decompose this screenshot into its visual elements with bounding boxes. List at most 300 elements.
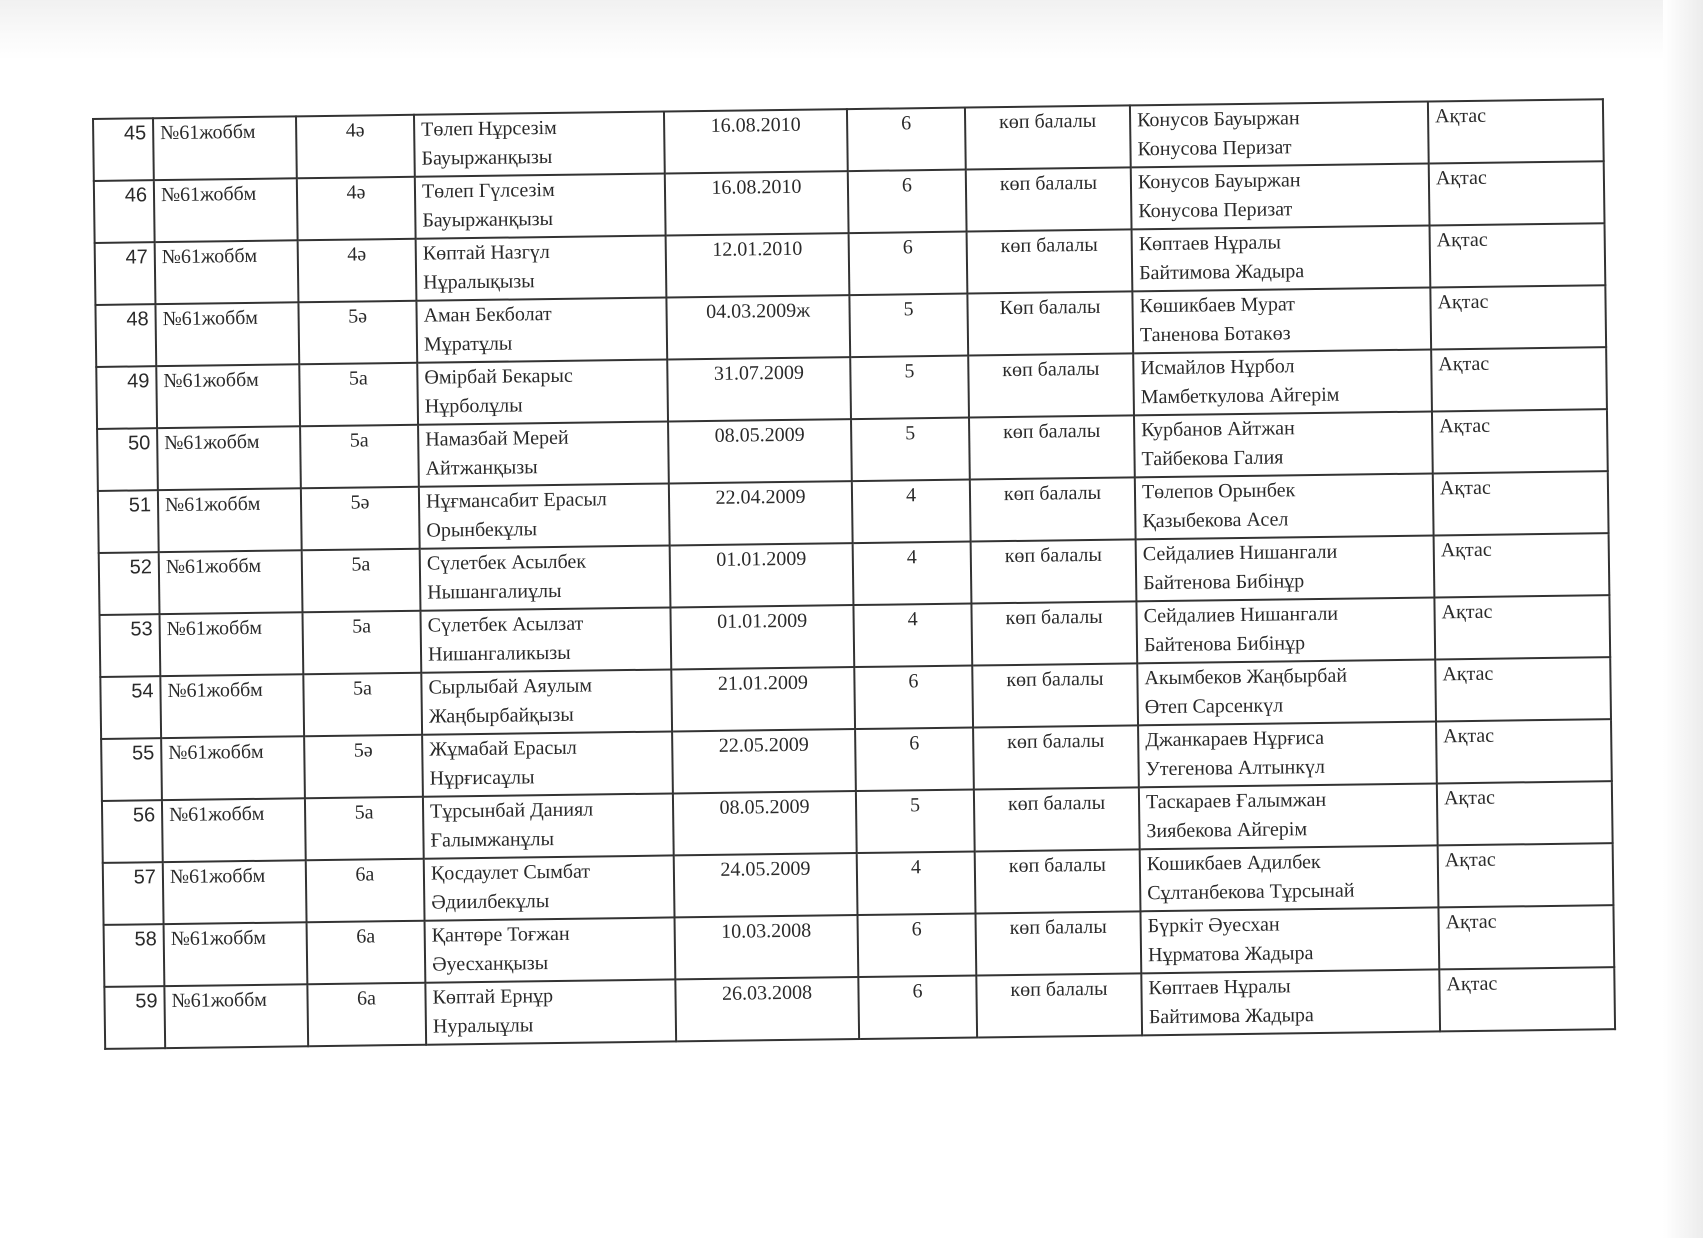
row-number-no-text: 58: [134, 928, 157, 951]
parents-parent2-text: Нұрматова Жадыра: [1147, 942, 1314, 967]
student-name-name1-text: Төлеп Нұрсезім: [421, 116, 557, 141]
row-number-cell: [104, 986, 165, 1049]
children-count-cell: [851, 418, 970, 482]
student-name-name1-text: Намазбай Мерей: [425, 426, 569, 451]
class-class-text: 4ә: [347, 243, 367, 266]
parents-parent2-text: Таненова Ботакөз: [1139, 322, 1291, 347]
family-status-status-text: көп балалы: [1006, 667, 1104, 692]
children-count-cell: [849, 294, 968, 358]
family-status-status-text: көп балалы: [1008, 853, 1107, 878]
parents-parent1-text: Көшикбаев Мурат: [1139, 293, 1296, 318]
birth-date-cell: [672, 729, 856, 793]
parents-cell: [1138, 721, 1437, 787]
birth-date-dob-text: 04.03.2009ж: [706, 299, 811, 323]
row-number-no-text: 47: [125, 246, 148, 269]
class-class-text: 6а: [356, 987, 377, 1010]
student-name-name2-text: Нуралыұлы: [432, 1014, 534, 1038]
student-name-cell: [416, 236, 667, 301]
family-status-status-text: көп балалы: [1005, 605, 1103, 630]
parents-cell: [1139, 783, 1438, 849]
class-cell: [298, 301, 417, 365]
school-school-text: №61жоббм: [166, 616, 263, 641]
school-school-text: №61жоббм: [160, 120, 256, 145]
class-class-text: 5а: [352, 677, 373, 700]
children-count-cell: [858, 975, 977, 1039]
student-name-name2-text: Ғалымжанұлы: [430, 828, 555, 852]
birth-date-dob-text: 08.05.2009: [714, 423, 805, 447]
birth-date-dob-text: 21.01.2009: [717, 671, 809, 695]
class-cell: [299, 363, 418, 427]
student-name-cell: [419, 483, 670, 548]
row-number-cell: [103, 862, 164, 925]
children-count-cell: [855, 728, 974, 792]
row-number-no-text: 54: [131, 680, 154, 703]
location-cell: [1432, 409, 1608, 473]
row-number-cell: [98, 490, 159, 553]
location-cell: [1439, 967, 1615, 1031]
children-count-cell: [857, 852, 976, 916]
family-status-status-text: көп балалы: [999, 171, 1098, 196]
location-cell: [1433, 471, 1609, 535]
parents-cell: [1136, 597, 1435, 663]
birth-date-dob-text: 31.07.2009: [713, 361, 805, 385]
student-name-cell: [416, 297, 667, 362]
family-status-status-text: көп балалы: [1002, 419, 1101, 444]
row-number-no-text: 45: [123, 122, 147, 145]
children-count-kids-text: 6: [911, 918, 922, 941]
parents-parent1-text: Таскараев Ғалымжан: [1145, 788, 1327, 814]
parents-parent2-text: Қазыбекова Асел: [1142, 508, 1289, 533]
class-cell: [301, 487, 420, 551]
children-count-kids-text: 4: [907, 608, 918, 631]
school-cell: [164, 984, 308, 1048]
children-count-kids-text: 4: [910, 856, 922, 879]
children-count-kids-text: 6: [901, 174, 913, 197]
student-roster-table: [92, 98, 1616, 1050]
school-school-text: №61жоббм: [167, 678, 263, 703]
student-name-cell: [414, 112, 665, 177]
family-status-status-text: көп балалы: [1000, 233, 1098, 258]
school-cell: [155, 302, 299, 366]
location-cell: [1438, 843, 1614, 907]
family-status-status-text: көп балалы: [1004, 543, 1102, 568]
student-name-name1-text: Аман Бекболат: [423, 303, 552, 327]
family-status-status-text: көп балалы: [1007, 729, 1105, 754]
birth-date-cell: [670, 605, 854, 669]
student-name-name2-text: Әуесханқызы: [431, 952, 549, 976]
roster-body: [93, 99, 1615, 1049]
parents-parent2-text: Өтеп Сарсенкүл: [1144, 694, 1284, 719]
school-cell: [161, 736, 305, 800]
location-cell: [1438, 905, 1614, 969]
birth-date-cell: [667, 357, 851, 421]
row-number-no-text: 53: [130, 618, 153, 641]
school-school-text: №61жоббм: [171, 988, 267, 1013]
school-cell: [154, 178, 298, 242]
birth-date-dob-text: 12.01.2010: [712, 237, 803, 261]
student-name-name1-text: Қантөре Тоғжан: [431, 922, 570, 947]
family-status-status-text: Көп балалы: [999, 295, 1101, 320]
parents-parent1-text: Көптаев Нұралы: [1148, 975, 1291, 1000]
parents-parent2-text: Утегенова Алтынкүл: [1145, 755, 1326, 781]
parents-parent1-text: Акымбеков Жаңбырбай: [1144, 664, 1348, 690]
class-class-text: 6а: [356, 925, 376, 948]
birth-date-dob-text: 22.04.2009: [715, 485, 806, 509]
school-cell: [158, 488, 302, 552]
class-class-text: 4ә: [346, 181, 366, 204]
family-status-cell: [976, 973, 1142, 1037]
parents-cell: [1140, 845, 1439, 911]
row-number-cell: [95, 242, 156, 305]
class-class-text: 4ә: [345, 119, 365, 142]
student-name-name2-text: Нышангалиұлы: [427, 579, 562, 604]
school-school-text: №61жоббм: [170, 926, 267, 951]
student-name-name2-text: Нұрғисаұлы: [429, 766, 535, 790]
children-count-kids-text: 6: [909, 732, 920, 755]
row-number-no-text: 48: [126, 308, 149, 331]
school-school-text: №61жоббм: [168, 802, 265, 827]
birth-date-cell: [671, 667, 855, 731]
children-count-cell: [853, 604, 972, 668]
birth-date-cell: [673, 791, 857, 855]
student-name-cell: [422, 731, 673, 796]
parents-parent1-text: Бүркіт Әуесхан: [1147, 913, 1280, 938]
school-school-text: №61жоббм: [161, 244, 258, 269]
parents-parent2-text: Тайбекова Галия: [1141, 446, 1284, 471]
children-count-kids-text: 5: [904, 360, 915, 383]
class-class-text: 5а: [349, 429, 369, 452]
family-status-status-text: көп балалы: [1002, 357, 1100, 382]
class-class-text: 5а: [352, 615, 372, 638]
children-count-cell: [847, 108, 966, 172]
children-count-kids-text: 5: [905, 422, 916, 445]
parents-cell: [1135, 473, 1434, 539]
student-name-name2-text: Жаңбырбайқызы: [428, 703, 574, 728]
class-cell: [302, 549, 421, 613]
row-number-cell: [101, 738, 162, 801]
school-cell: [157, 426, 301, 490]
student-name-name1-text: Төлеп Гүлсезім: [421, 178, 555, 203]
family-status-status-text: көп балалы: [1007, 791, 1106, 816]
location-place-text: Ақтас: [1444, 848, 1496, 872]
family-status-cell: [969, 415, 1135, 479]
student-name-name1-text: Сүлетбек Асылзат: [427, 612, 584, 637]
family-status-cell: [973, 725, 1139, 789]
location-cell: [1430, 223, 1606, 287]
location-place-text: Ақтас: [1434, 104, 1487, 128]
student-name-name1-text: Тұрсынбай Даниял: [429, 798, 594, 823]
birth-date-cell: [670, 543, 854, 607]
parents-parent1-text: Төлепов Орынбек: [1141, 479, 1296, 504]
children-count-cell: [850, 356, 969, 420]
parents-cell: [1132, 226, 1431, 292]
student-name-name2-text: Нұрболұлы: [424, 394, 523, 418]
birth-date-cell: [669, 481, 853, 545]
school-cell: [155, 240, 299, 304]
parents-parent2-text: Байтенова Бибінұр: [1143, 570, 1305, 595]
class-cell: [303, 673, 422, 737]
student-name-cell: [423, 793, 674, 858]
family-status-cell: [967, 291, 1133, 355]
birth-date-dob-text: 16.08.2010: [710, 113, 801, 137]
children-count-cell: [853, 542, 972, 606]
school-cell: [160, 674, 304, 738]
class-class-text: 5ә: [353, 739, 373, 762]
children-count-kids-text: 6: [902, 236, 913, 259]
student-name-name2-text: Әдиилбекұлы: [431, 890, 550, 914]
family-status-cell: [975, 849, 1141, 913]
family-status-cell: [975, 911, 1141, 975]
school-school-text: №61жоббм: [160, 182, 257, 207]
family-status-cell: [968, 353, 1134, 417]
birth-date-cell: [664, 109, 848, 173]
family-status-status-text: көп балалы: [1009, 915, 1107, 940]
row-number-no-text: 50: [127, 432, 151, 455]
school-cell: [159, 550, 303, 614]
row-number-cell: [102, 800, 163, 863]
student-name-cell: [425, 917, 676, 982]
parents-parent1-text: Конусов Бауыржан: [1137, 169, 1301, 194]
school-cell: [160, 612, 304, 676]
children-count-cell: [857, 914, 976, 978]
family-status-cell: [972, 663, 1138, 727]
location-place-text: Ақтас: [1440, 538, 1492, 562]
student-name-name1-text: Нұғмансабит Ерасыл: [425, 488, 607, 513]
location-place-text: Ақтас: [1439, 414, 1491, 438]
location-cell: [1437, 781, 1613, 845]
parents-cell: [1130, 102, 1429, 168]
row-number-cell: [97, 428, 158, 491]
parents-cell: [1141, 969, 1440, 1035]
row-number-no-text: 51: [128, 494, 152, 517]
class-cell: [305, 797, 424, 861]
class-cell: [304, 735, 423, 799]
children-count-kids-text: 4: [905, 484, 917, 507]
student-name-cell: [424, 855, 675, 920]
parents-parent1-text: Конусов Бауыржан: [1136, 107, 1300, 132]
class-cell: [307, 983, 426, 1047]
parents-cell: [1134, 411, 1433, 477]
class-cell: [298, 239, 417, 303]
birth-date-dob-text: 10.03.2008: [721, 919, 812, 943]
row-number-no-text: 52: [129, 556, 153, 579]
row-number-cell: [94, 180, 155, 243]
school-school-text: №61жоббм: [164, 430, 260, 455]
student-name-name1-text: Қосдаулет Сымбат: [430, 860, 591, 885]
birth-date-cell: [665, 171, 849, 235]
row-number-cell: [104, 924, 165, 987]
parents-parent2-text: Конусова Перизат: [1137, 136, 1292, 161]
class-class-text: 5ә: [348, 305, 368, 328]
student-name-cell: [420, 545, 671, 610]
school-school-text: №61жоббм: [162, 306, 258, 331]
class-class-text: 5ә: [350, 491, 370, 514]
parents-cell: [1136, 535, 1435, 601]
location-cell: [1429, 161, 1605, 225]
family-status-status-text: көп балалы: [1010, 977, 1108, 1002]
parents-parent2-text: Байтенова Бибінұр: [1143, 632, 1306, 657]
student-name-name2-text: Бауыржанқызы: [422, 207, 554, 232]
school-school-text: №61жоббм: [169, 864, 266, 889]
class-class-text: 5а: [354, 801, 374, 824]
row-number-no-text: 49: [127, 370, 150, 393]
children-count-kids-text: 6: [900, 112, 912, 135]
location-cell: [1434, 595, 1610, 659]
location-place-text: Ақтас: [1438, 352, 1490, 376]
student-name-name1-text: Көптай Назгүл: [422, 241, 550, 265]
parents-parent1-text: Кошикбаев Адилбек: [1146, 850, 1321, 876]
family-status-cell: [971, 601, 1137, 665]
birth-date-dob-text: 08.05.2009: [719, 795, 810, 819]
family-status-cell: [967, 229, 1133, 293]
birth-date-dob-text: 26.03.2008: [721, 981, 813, 1005]
class-class-text: 6а: [355, 863, 375, 886]
row-number-no-text: 46: [124, 184, 148, 207]
parents-parent1-text: Көптаев Нұралы: [1138, 231, 1282, 256]
class-cell: [306, 859, 425, 923]
class-cell: [296, 115, 415, 179]
student-name-name2-text: Орынбекұлы: [426, 518, 538, 542]
student-name-name2-text: Мұратұлы: [423, 332, 513, 356]
children-count-cell: [849, 232, 968, 296]
location-place-text: Ақтас: [1446, 972, 1498, 996]
class-cell: [307, 921, 426, 985]
birth-date-dob-text: 24.05.2009: [720, 857, 811, 881]
location-place-text: Ақтас: [1437, 290, 1489, 314]
student-name-name2-text: Нұралықызы: [423, 270, 535, 294]
family-status-cell: [966, 167, 1132, 231]
student-name-name2-text: Нишангаликызы: [427, 641, 571, 666]
student-name-name1-text: Өмірбай Бекарыс: [424, 364, 573, 389]
birth-date-cell: [666, 295, 850, 359]
children-count-cell: [854, 666, 973, 730]
class-cell: [300, 425, 419, 489]
family-status-status-text: көп балалы: [1003, 481, 1102, 506]
children-count-cell: [852, 480, 971, 544]
row-number-cell: [99, 552, 160, 615]
family-status-status-text: көп балалы: [998, 109, 1097, 134]
location-place-text: Ақтас: [1442, 662, 1494, 686]
student-name-name2-text: Бауыржанқызы: [421, 145, 553, 170]
children-count-kids-text: 5: [909, 794, 921, 817]
school-cell: [164, 922, 308, 986]
location-place-text: Ақтас: [1443, 724, 1495, 748]
row-number-cell: [93, 118, 154, 181]
location-cell: [1431, 347, 1607, 411]
row-number-cell: [100, 676, 161, 739]
location-cell: [1435, 657, 1611, 721]
parents-parent1-text: Исмайлов Нұрбол: [1140, 355, 1295, 380]
location-cell: [1436, 719, 1612, 783]
location-cell: [1430, 285, 1606, 349]
location-cell: [1434, 533, 1610, 597]
school-cell: [156, 364, 300, 428]
student-name-cell: [417, 359, 668, 424]
row-number-cell: [96, 366, 157, 429]
student-name-cell: [425, 979, 676, 1044]
birth-date-dob-text: 22.05.2009: [718, 733, 809, 757]
scan-shadow-right: [1663, 0, 1703, 1238]
parents-parent1-text: Джанкараев Нұрғиса: [1145, 726, 1325, 752]
location-place-text: Ақтас: [1443, 786, 1496, 810]
family-status-cell: [974, 787, 1140, 851]
parents-parent1-text: Курбанов Айтжан: [1141, 417, 1295, 442]
student-name-cell: [420, 607, 671, 672]
document-sheet: [92, 98, 1614, 1050]
class-cell: [297, 177, 416, 241]
parents-parent2-text: Сұлтанбекова Тұрсынай: [1147, 879, 1355, 905]
row-number-no-text: 57: [133, 866, 157, 889]
birth-date-cell: [668, 419, 852, 483]
location-place-text: Ақтас: [1441, 600, 1493, 624]
birth-date-cell: [666, 233, 850, 297]
class-class-text: 5а: [351, 553, 371, 576]
parents-parent2-text: Зиябекова Айгерім: [1146, 818, 1308, 843]
student-name-name1-text: Сүлетбек Асылбек: [426, 550, 587, 575]
birth-date-dob-text: 01.01.2009: [716, 547, 807, 571]
children-count-kids-text: 5: [903, 298, 914, 321]
parents-parent2-text: Мамбеткулова Айгерім: [1140, 383, 1340, 409]
parents-parent1-text: Сейдалиев Нишангали: [1143, 602, 1339, 628]
birth-date-cell: [675, 977, 859, 1041]
family-status-cell: [970, 477, 1136, 541]
location-place-text: Ақтас: [1439, 476, 1492, 500]
children-count-kids-text: 6: [908, 670, 919, 693]
parents-parent1-text: Сейдалиев Нишангали: [1142, 540, 1338, 566]
parents-parent2-text: Байтимова Жадыра: [1148, 1004, 1315, 1029]
student-name-cell: [415, 174, 666, 239]
birth-date-dob-text: 16.08.2010: [711, 175, 802, 199]
location-place-text: Ақтас: [1435, 166, 1487, 190]
student-name-name2-text: Айтжанқызы: [425, 456, 538, 480]
class-cell: [302, 611, 421, 675]
location-cell: [1428, 99, 1604, 163]
row-number-cell: [100, 614, 161, 677]
children-count-kids-text: 6: [912, 980, 923, 1003]
row-number-no-text: 59: [135, 990, 158, 1013]
row-number-no-text: 55: [131, 742, 155, 765]
family-status-cell: [965, 105, 1131, 169]
row-number-no-text: 56: [132, 804, 156, 827]
row-number-cell: [95, 304, 156, 367]
children-count-cell: [848, 170, 967, 234]
class-class-text: 5а: [348, 367, 369, 390]
school-cell: [162, 798, 306, 862]
student-name-cell: [421, 669, 672, 734]
school-school-text: №61жоббм: [164, 492, 261, 517]
school-cell: [153, 116, 297, 180]
student-name-cell: [418, 421, 669, 486]
children-count-cell: [856, 790, 975, 854]
parents-cell: [1140, 907, 1439, 973]
student-name-name1-text: Жұмабай Ерасыл: [429, 736, 577, 761]
scan-shadow-top: [0, 0, 1703, 60]
school-school-text: №61жоббм: [163, 368, 259, 393]
children-count-kids-text: 4: [906, 546, 917, 569]
parents-cell: [1132, 287, 1431, 353]
student-name-name1-text: Сырлыбай Аяулым: [428, 674, 593, 699]
parents-cell: [1137, 659, 1436, 725]
parents-cell: [1131, 164, 1430, 230]
school-school-text: №61жоббм: [165, 554, 262, 579]
parents-cell: [1133, 349, 1432, 415]
family-status-cell: [971, 539, 1137, 603]
school-cell: [163, 860, 307, 924]
school-school-text: №61жоббм: [168, 740, 264, 765]
parents-parent2-text: Конусова Перизат: [1138, 198, 1293, 223]
location-place-text: Ақтас: [1445, 910, 1497, 934]
birth-date-cell: [674, 853, 858, 917]
